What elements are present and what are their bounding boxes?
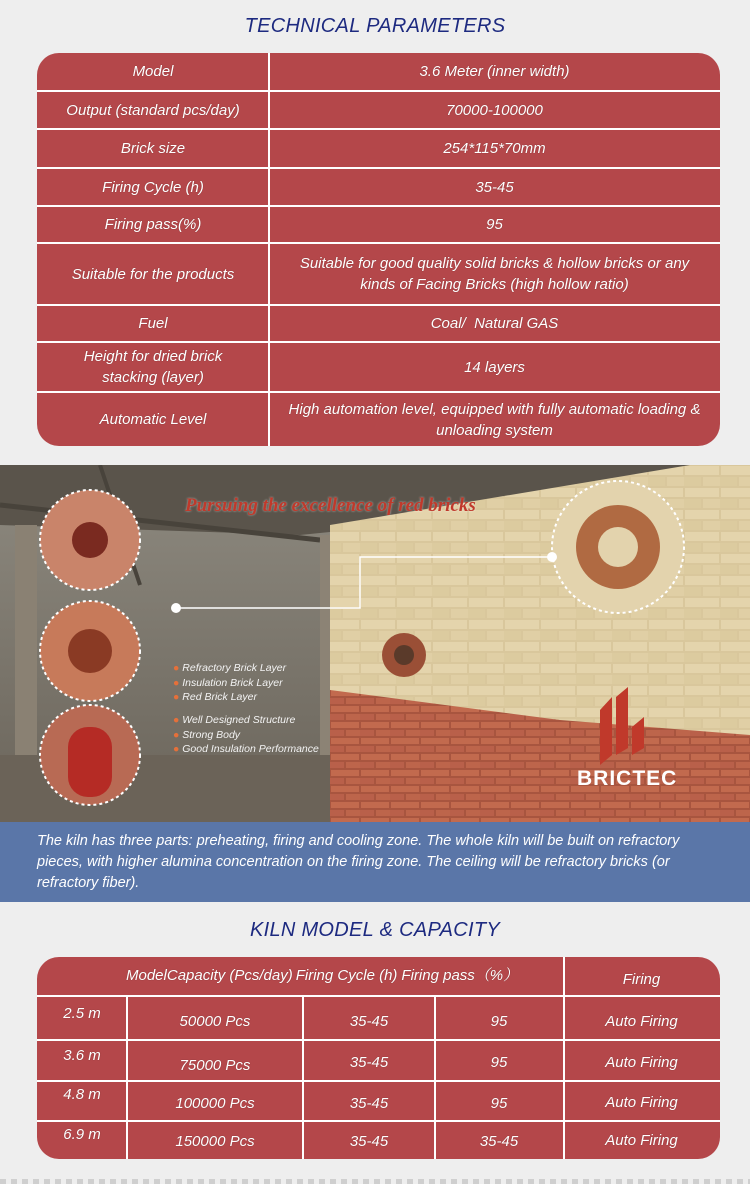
feature-list-layers	[173, 661, 286, 705]
technical-parameters-table	[37, 53, 720, 446]
param-label: Height for dried brick stacking (layer)	[83, 348, 223, 386]
header-pass: Firing pass（%）	[401, 967, 519, 984]
list-item: ● Good Insulation Performance	[173, 743, 319, 755]
table-row	[37, 130, 720, 167]
list-item: ● Refractory Brick Layer	[173, 662, 287, 674]
cell-capacity: 75000 Pcs	[179, 1057, 251, 1074]
table-row	[37, 1122, 720, 1159]
param-value: 3.6 Meter (inner width)	[419, 63, 570, 80]
cell-pass: 95	[490, 1054, 508, 1071]
param-label: Output (standard pcs/day)	[66, 101, 240, 119]
table-row	[37, 997, 720, 1039]
list-item: ● Red Brick Layer	[173, 691, 257, 703]
cell-firing: Auto Firing	[605, 1132, 678, 1149]
cell-model: 4.8 m	[63, 1086, 101, 1103]
param-label: Suitable for the products	[71, 265, 235, 283]
kiln-capacity-title: KILN MODEL & CAPACITY	[249, 919, 501, 941]
table-row	[37, 53, 720, 90]
header-cycle: Firing Cycle (h)	[295, 967, 398, 984]
cell-capacity: 50000 Pcs	[179, 1012, 251, 1030]
brictec-logo: BRICTEC	[577, 767, 678, 790]
param-value: 35-45	[475, 178, 514, 196]
cell-model: 3.6 m	[63, 1047, 101, 1064]
feature-list-structure	[173, 713, 319, 757]
param-label: Model	[132, 63, 174, 80]
cell-cycle: 35-45	[349, 1012, 389, 1030]
technical-parameters-title: TECHNICAL PARAMETERS	[244, 15, 506, 37]
cell-cycle: 35-45	[349, 1054, 389, 1071]
param-label: Automatic Level	[99, 411, 207, 428]
table-row	[37, 343, 720, 391]
cell-firing: Auto Firing	[605, 1054, 678, 1071]
param-value: 14 layers	[464, 358, 525, 376]
table-row	[37, 1082, 720, 1120]
cell-capacity: 100000 Pcs	[175, 1094, 255, 1112]
param-label: Fuel	[138, 315, 168, 332]
photo-headline: Pursuing the excellence of red bricks	[185, 495, 476, 516]
header-capacity: Capacity (Pcs/day)	[166, 967, 293, 984]
table-row	[37, 244, 720, 304]
table-row	[37, 1041, 720, 1080]
cell-pass: 35-45	[479, 1133, 519, 1150]
header-group	[37, 957, 563, 995]
param-label: Firing pass(%)	[104, 216, 202, 233]
kiln-photo	[0, 465, 750, 822]
header-model: Model	[126, 967, 167, 984]
param-value: 254*115*70mm	[443, 140, 546, 157]
cell-cycle: 35-45	[349, 1094, 389, 1112]
param-value: Coal/ Natural GAS	[430, 315, 559, 332]
kiln-description-text: The kiln has three parts: preheating, firing and cooling zone. The whole kiln will be built on refractory pieces, with higher alumina concentration on the firing zone. The ceiling will be refractory bricks (or refractory fiber).	[37, 833, 680, 891]
list-item: ● Well Designed Structure	[173, 714, 296, 726]
cell-pass: 95	[490, 1012, 508, 1030]
list-item: ● Strong Body	[173, 728, 241, 741]
list-item: ● Insulation Brick Layer	[173, 676, 283, 689]
table-row	[37, 306, 720, 341]
param-label: Brick size	[120, 140, 186, 157]
cell-firing: Auto Firing	[605, 1012, 678, 1030]
cell-cycle: 35-45	[349, 1133, 389, 1150]
table-header	[37, 957, 720, 995]
cell-model: 6.9 m	[63, 1126, 101, 1143]
cell-pass: 95	[490, 1094, 508, 1112]
param-value: High automation level, equipped with fully automatic loading & unloading system	[288, 400, 701, 439]
kiln-capacity-table	[37, 957, 720, 1159]
header-firing: Firing	[622, 970, 661, 988]
table-row	[37, 92, 720, 128]
table-row	[37, 393, 720, 446]
decorative-dotted-border	[0, 1179, 750, 1184]
cell-model: 2.5 m	[63, 1005, 101, 1022]
param-value: 95	[486, 216, 503, 233]
param-value: 70000-100000	[446, 101, 543, 119]
table-row	[37, 169, 720, 205]
kiln-description-banner	[0, 822, 750, 902]
param-label: Firing Cycle (h)	[102, 178, 204, 196]
cell-capacity: 150000 Pcs	[175, 1133, 255, 1150]
table-row	[37, 207, 720, 242]
cell-firing: Auto Firing	[605, 1093, 678, 1111]
param-value: Suitable for good quality solid bricks & hollow bricks or any kinds of Facing Bricks (high hollow ratio)	[299, 255, 690, 293]
